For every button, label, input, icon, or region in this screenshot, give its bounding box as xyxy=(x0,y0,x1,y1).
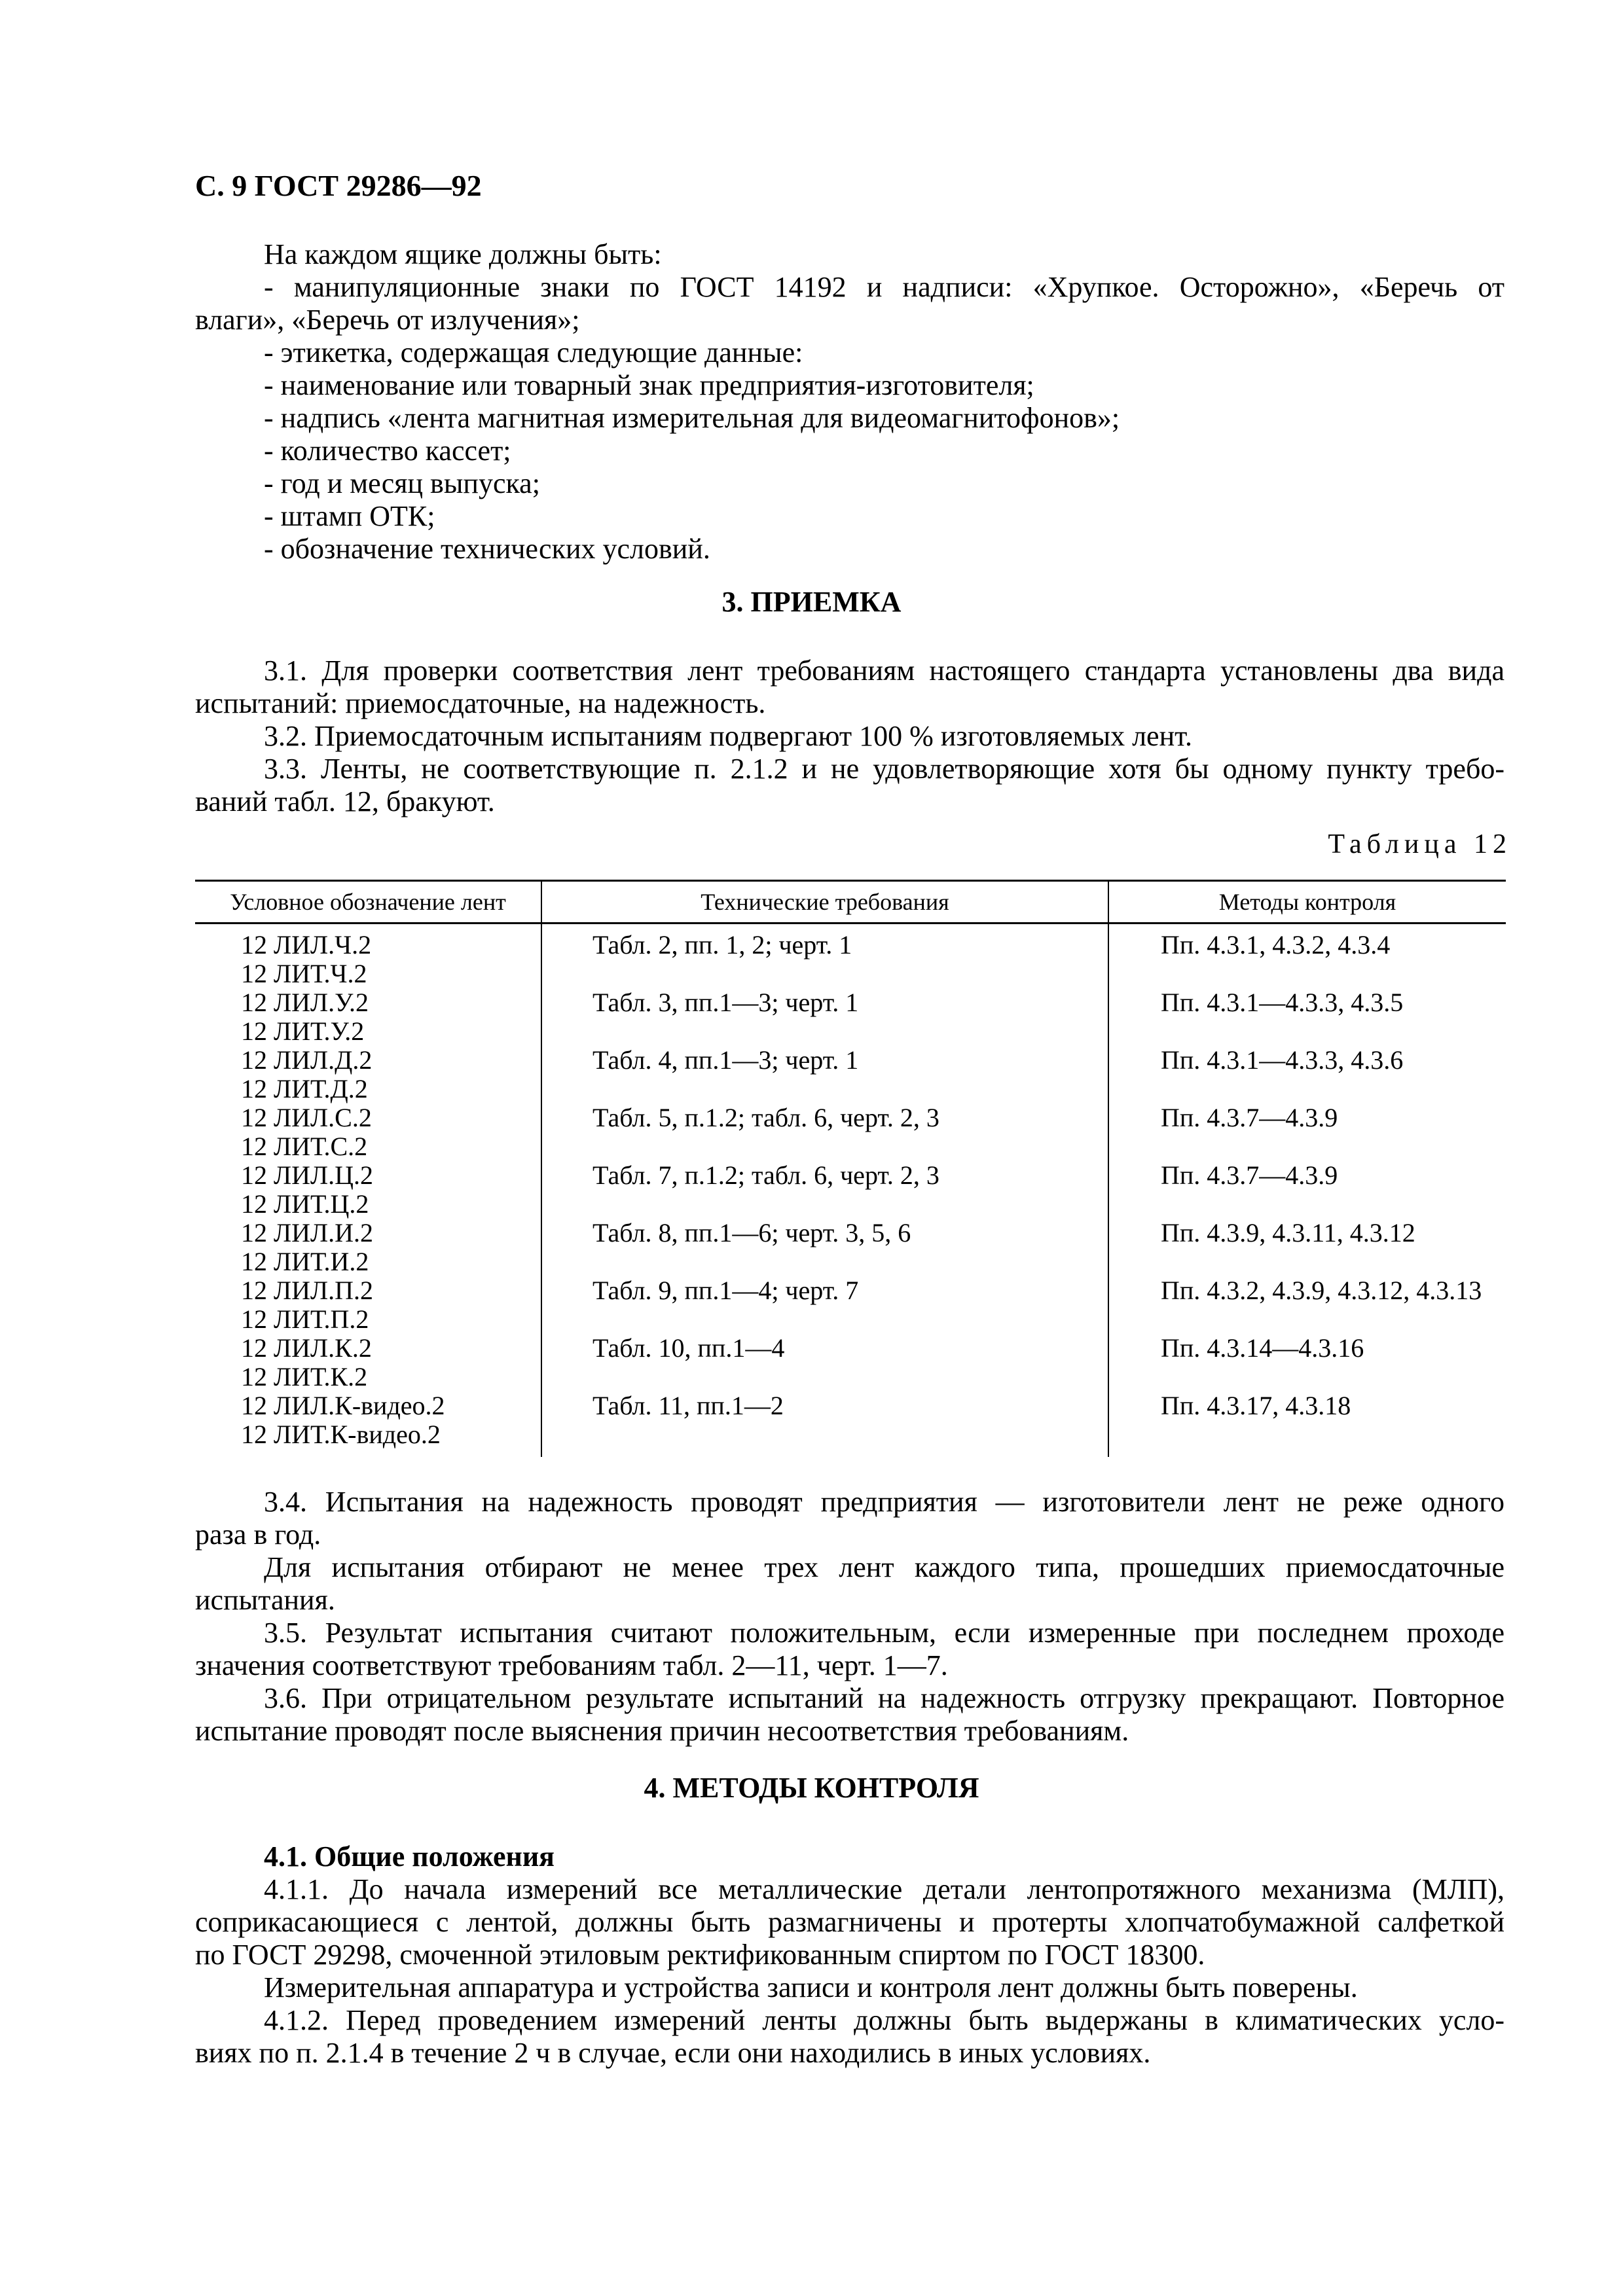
packaging-item: - этикетка, содержащая следующие данные: xyxy=(264,336,803,368)
table-cell-req: Табл. 11, пп.1—2 xyxy=(593,1391,784,1420)
table-cell-code: 12 ЛИТ.Д.2 xyxy=(241,1074,368,1103)
table-header-cell: Технические требования xyxy=(701,889,949,915)
packaging-item: - штамп ОТК; xyxy=(264,500,435,532)
paragraph-3-4-2-cont: испытания. xyxy=(195,1584,335,1616)
packaging-item: - наименование или товарный знак предприятия-изготовителя; xyxy=(264,369,1034,401)
paragraph-4-1-1-end: по ГОСТ 29298, смоченной этиловым ректификованным спиртом по ГОСТ 18300. xyxy=(195,1939,1205,1971)
packaging-item: - обозначение технических условий. xyxy=(264,533,710,565)
paragraph-4-1-1-cont: соприкасающиеся с лентой, должны быть размагничены и протерты хлопчатобумажной салфеткой xyxy=(195,1906,1504,1938)
table-top-rule xyxy=(195,880,1506,882)
table-cell-code: 12 ЛИЛ.С.2 xyxy=(241,1103,372,1132)
table-header-cell: Методы контроля xyxy=(1218,889,1396,915)
packaging-item: - год и месяц выпуска; xyxy=(264,467,540,499)
paragraph-3-5-cont: значения соответствуют требованиям табл. 2—11, черт. 1—7. xyxy=(195,1649,948,1681)
table-cell-req: Табл. 4, пп.1—3; черт. 1 xyxy=(593,1045,859,1075)
table-cell-code: 12 ЛИТ.К-видео.2 xyxy=(241,1420,441,1449)
table-cell-code: 12 ЛИТ.Ц.2 xyxy=(241,1189,369,1219)
paragraph-4-1-1: 4.1.1. До начала измерений все металлические детали лентопротяжного механизма (МЛП), xyxy=(264,1873,1504,1905)
table-cell-method: Пп. 4.3.14—4.3.16 xyxy=(1161,1333,1364,1363)
table-cell-req: Табл. 5, п.1.2; табл. 6, черт. 2, 3 xyxy=(593,1103,939,1132)
table-column-divider xyxy=(1108,881,1109,1457)
section-4-heading: 4. МЕТОДЫ КОНТРОЛЯ xyxy=(644,1772,979,1804)
table-cell-req: Табл. 3, пп.1—3; черт. 1 xyxy=(593,988,859,1017)
table-cell-req: Табл. 8, пп.1—6; черт. 3, 5, 6 xyxy=(593,1218,911,1247)
table-cell-method: Пп. 4.3.2, 4.3.9, 4.3.12, 4.3.13 xyxy=(1161,1276,1482,1305)
paragraph-3-5: 3.5. Результат испытания считают положительным, если измеренные при последнем проходе xyxy=(264,1617,1504,1649)
table-column-divider xyxy=(541,881,542,1457)
paragraph-3-1: 3.1. Для проверки соответствия лент требованиям настоящего стандарта установлены два вида xyxy=(264,655,1504,687)
table-cell-req: Табл. 9, пп.1—4; черт. 7 xyxy=(593,1276,859,1305)
packaging-intro: На каждом ящике должны быть: xyxy=(264,238,662,270)
table-cell-code: 12 ЛИЛ.Ц.2 xyxy=(241,1160,374,1190)
paragraph-4-1-1-note: Измерительная аппаратура и устройства записи и контроля лент должны быть поверены. xyxy=(264,1971,1358,2003)
packaging-item: - количество кассет; xyxy=(264,435,511,467)
section-3-heading: 3. ПРИЕМКА xyxy=(721,586,902,618)
table-cell-code: 12 ЛИТ.К.2 xyxy=(241,1362,368,1391)
paragraph-3-6: 3.6. При отрицательном результате испытаний на надежность отгрузку прекращают. Повторное xyxy=(264,1682,1504,1714)
table-cell-code: 12 ЛИТ.Ч.2 xyxy=(241,959,367,988)
table-cell-code: 12 ЛИТ.У.2 xyxy=(241,1016,365,1046)
table-cell-method: Пп. 4.3.7—4.3.9 xyxy=(1161,1160,1338,1190)
table-cell-method: Пп. 4.3.17, 4.3.18 xyxy=(1161,1391,1351,1420)
table-cell-code: 12 ЛИТ.И.2 xyxy=(241,1247,369,1276)
table-cell-req: Табл. 10, пп.1—4 xyxy=(593,1333,785,1363)
table-cell-code: 12 ЛИЛ.К.2 xyxy=(241,1333,372,1363)
table-cell-method: Пп. 4.3.7—4.3.9 xyxy=(1161,1103,1338,1132)
packaging-item: - надпись «лента магнитная измерительная для видеомагнитофонов»; xyxy=(264,402,1120,434)
table-cell-code: 12 ЛИЛ.И.2 xyxy=(241,1218,374,1247)
subsection-4-1-heading: 4.1. Общие положения xyxy=(264,1840,555,1873)
paragraph-4-1-2: 4.1.2. Перед проведением измерений ленты должны быть выдержаны в климатических усло- xyxy=(264,2004,1504,2036)
table-cell-code: 12 ЛИЛ.У.2 xyxy=(241,988,369,1017)
table-cell-code: 12 ЛИТ.П.2 xyxy=(241,1304,369,1334)
table-cell-code: 12 ЛИЛ.П.2 xyxy=(241,1276,374,1305)
paragraph-3-3: 3.3. Ленты, не соответствующие п. 2.1.2 и не удовлетворяющие хотя бы одному пункту требо- xyxy=(264,753,1504,785)
table-cell-req: Табл. 7, п.1.2; табл. 6, черт. 2, 3 xyxy=(593,1160,939,1190)
table-header-cell: Условное обозначение лент xyxy=(230,889,506,915)
paragraph-3-1-cont: испытаний: приемосдаточные, на надежность. xyxy=(195,687,766,719)
table-cell-req: Табл. 2, пп. 1, 2; черт. 1 xyxy=(593,930,852,960)
paragraph-3-6-cont: испытание проводят после выяснения причин несоответствия требованиям. xyxy=(195,1715,1129,1747)
page-header: С. 9 ГОСТ 29286—92 xyxy=(195,169,482,202)
table-cell-code: 12 ЛИЛ.К-видео.2 xyxy=(241,1391,445,1420)
table-cell-method: Пп. 4.3.1, 4.3.2, 4.3.4 xyxy=(1161,930,1391,960)
paragraph-3-2: 3.2. Приемосдаточным испытаниям подвергают 100 % изготовляемых лент. xyxy=(264,720,1193,752)
table-cell-code: 12 ЛИЛ.Ч.2 xyxy=(241,930,372,960)
table-cell-code: 12 ЛИЛ.Д.2 xyxy=(241,1045,373,1075)
table-cell-method: Пп. 4.3.1—4.3.3, 4.3.5 xyxy=(1161,988,1404,1017)
paragraph-3-4: 3.4. Испытания на надежность проводят предприятия — изготовители лент не реже одного xyxy=(264,1486,1504,1518)
paragraph-3-4-2: Для испытания отбирают не менее трех лент каждого типа, прошедших приемосдаточные xyxy=(264,1551,1504,1583)
paragraph-4-1-2-cont: виях по п. 2.1.4 в течение 2 ч в случае, если они находились в иных условиях. xyxy=(195,2037,1151,2069)
table-header-rule xyxy=(195,922,1506,924)
table-cell-code: 12 ЛИТ.С.2 xyxy=(241,1132,368,1161)
packaging-line: влаги», «Беречь от излучения»; xyxy=(195,304,580,336)
paragraph-3-3-cont: ваний табл. 12, бракуют. xyxy=(195,785,495,817)
table-cell-method: Пп. 4.3.9, 4.3.11, 4.3.12 xyxy=(1161,1218,1415,1247)
paragraph-3-4-cont: раза в год. xyxy=(195,1518,321,1551)
packaging-line: - манипуляционные знаки по ГОСТ 14192 и надписи: «Хрупкое. Осторожно», «Беречь от xyxy=(264,271,1504,303)
table-caption: Таблица 12 xyxy=(1328,829,1512,859)
table-cell-method: Пп. 4.3.1—4.3.3, 4.3.6 xyxy=(1161,1045,1404,1075)
